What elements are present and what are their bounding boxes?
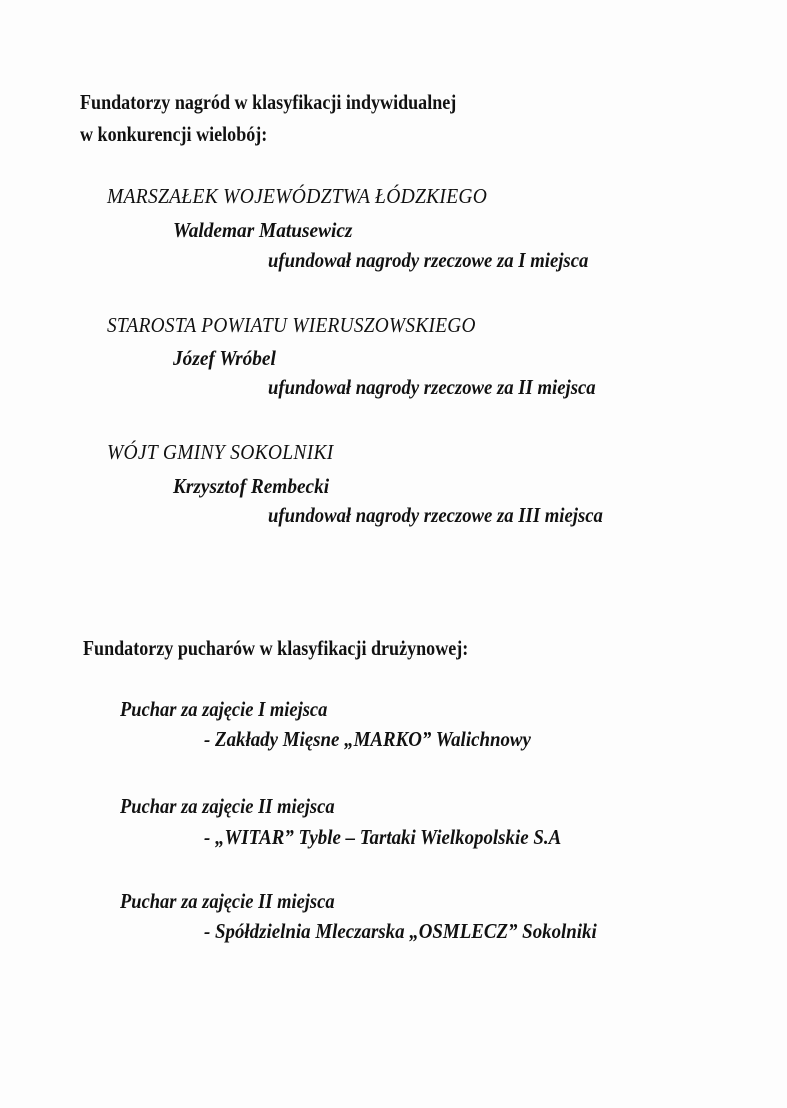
- sponsor-name: Waldemar Matusewicz: [173, 218, 353, 242]
- sponsor-title: MARSZAŁEK WOJEWÓDZTWA ŁÓDZKIEGO: [107, 184, 488, 208]
- cup-place: Puchar za zajęcie I miejsca: [120, 697, 328, 721]
- sponsor-note: ufundował nagrody rzeczowe za II miejsca: [268, 375, 596, 399]
- individual-heading-line1: Fundatorzy nagród w klasyfikacji indywidualnej: [80, 90, 457, 114]
- cup-sponsor: - „WITAR” Tyble – Tartaki Wielkopolskie S.A: [204, 825, 562, 849]
- cup-sponsor: - Spółdzielnia Mleczarska „OSMLECZ” Sokolniki: [204, 919, 597, 943]
- sponsor-title: WÓJT GMINY SOKOLNIKI: [107, 440, 334, 464]
- cup-place: Puchar za zajęcie II miejsca: [120, 889, 335, 913]
- sponsor-title: STAROSTA POWIATU WIERUSZOWSKIEGO: [107, 313, 476, 337]
- sponsor-note: ufundował nagrody rzeczowe za III miejsca: [268, 503, 603, 527]
- sponsor-note: ufundował nagrody rzeczowe za I miejsca: [268, 248, 589, 272]
- cup-sponsor: - Zakłady Mięsne „MARKO” Walichnowy: [204, 727, 531, 751]
- sponsor-name: Józef Wróbel: [173, 346, 276, 370]
- individual-heading-line2: w konkurencji wielobój:: [80, 122, 268, 146]
- cup-place: Puchar za zajęcie II miejsca: [120, 794, 335, 818]
- sponsor-name: Krzysztof Rembecki: [173, 474, 330, 498]
- team-heading: Fundatorzy pucharów w klasyfikacji drużynowej:: [83, 636, 469, 660]
